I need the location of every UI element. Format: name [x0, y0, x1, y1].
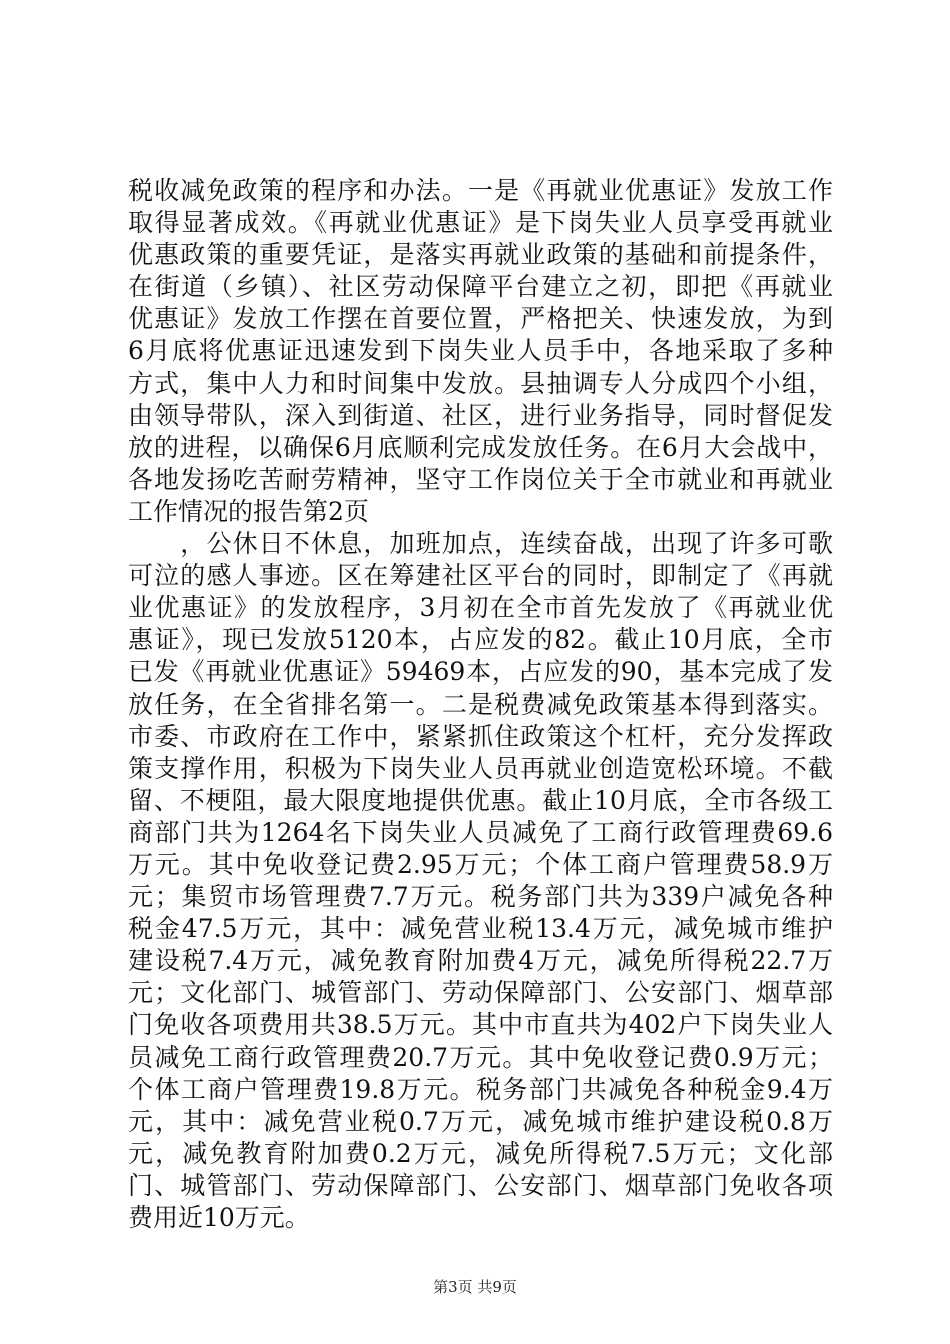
text-line: 优惠证》发放工作摆在首要位置，严格把关、快速发放，为到	[128, 304, 833, 334]
text-line: ，公休日不休息，加班加点，连续奋战，出现了许多可歌	[128, 529, 833, 559]
text-line: 惠证》，现已发放5120本，占应发的82。截止10月底，全市	[128, 625, 833, 655]
text-line: 员减免工商行政管理费20.7万元。其中免收登记费0.9万元；	[128, 1042, 833, 1072]
page-footer: 第3页 共9页	[433, 1278, 517, 1296]
text-line: 各地发扬吃苦耐劳精神，坚守工作岗位关于全市就业和再就业	[128, 464, 833, 494]
text-line: 优惠政策的重要凭证，是落实再就业政策的基础和前提条件，	[128, 240, 833, 270]
text-line: 在街道（乡镇）、社区劳动保障平台建立之初，即把《再就业	[128, 272, 833, 302]
text-line: 税金47.5万元，其中：减免营业税13.4万元，减免城市维护	[128, 914, 833, 944]
text-line: 税收减免政策的程序和办法。一是《再就业优惠证》发放工作	[128, 176, 833, 205]
text-line: 费用近10万元。	[128, 1203, 310, 1232]
text-line: 留、不梗阻，最大限度地提供优惠。截止10月底，全市各级工	[128, 785, 833, 815]
text-line: 6月底将优惠证迅速发到下岗失业人员手中，各地采取了多种	[128, 336, 833, 366]
text-line: 市委、市政府在工作中，紧紧抓住政策这个杠杆，充分发挥政	[128, 721, 833, 751]
text-line: 由领导带队，深入到街道、社区，进行业务指导，同时督促发	[128, 400, 833, 430]
text-line: 策支撑作用，积极为下岗失业人员再就业创造宽松环境。不截	[128, 753, 833, 783]
text-line: 取得显著成效。《再就业优惠证》是下岗失业人员享受再就业	[128, 208, 833, 238]
text-line: 已发《再就业优惠证》59469本，占应发的90，基本完成了发	[128, 657, 833, 687]
text-line: 门免收各项费用共38.5万元。其中市直共为402户下岗失业人	[128, 1010, 833, 1040]
text-line: 元；集贸市场管理费7.7万元。税务部门共为339户减免各种	[128, 882, 833, 912]
text-line: 元；文化部门、城管部门、劳动保障部门、公安部门、烟草部	[128, 978, 833, 1008]
text-line: 工作情况的报告第2页	[128, 496, 369, 526]
text-line: 万元。其中免收登记费2.95万元；个体工商户管理费58.9万	[128, 849, 833, 879]
text-line: 建设税7.4万元，减免教育附加费4万元，减免所得税22.7万	[128, 946, 833, 976]
text-line: 门、城管部门、劳动保障部门、公安部门、烟草部门免收各项	[128, 1170, 833, 1200]
text-line: 放的进程，以确保6月底顺利完成发放任务。在6月大会战中，	[128, 432, 833, 462]
text-line: 方式，集中人力和时间集中发放。县抽调专人分成四个小组，	[128, 368, 833, 398]
text-line: 元，其中：减免营业税0.7万元，减免城市维护建设税0.8万	[128, 1106, 833, 1136]
text-line: 业优惠证》的发放程序，3月初在全市首先发放了《再就业优	[128, 593, 833, 623]
text-line: 元，减免教育附加费0.2万元，减免所得税7.5万元；文化部	[128, 1138, 833, 1168]
text-line: 可泣的感人事迹。区在筹建社区平台的同时，即制定了《再就	[128, 561, 833, 591]
text-line: 放任务，在全省排名第一。二是税费减免政策基本得到落实。	[128, 689, 833, 719]
text-line: 个体工商户管理费19.8万元。税务部门共减免各种税金9.4万	[128, 1074, 833, 1104]
document-body	[128, 175, 833, 1234]
text-line: 商部门共为1264名下岗失业人员减免了工商行政管理费69.6	[128, 817, 833, 847]
